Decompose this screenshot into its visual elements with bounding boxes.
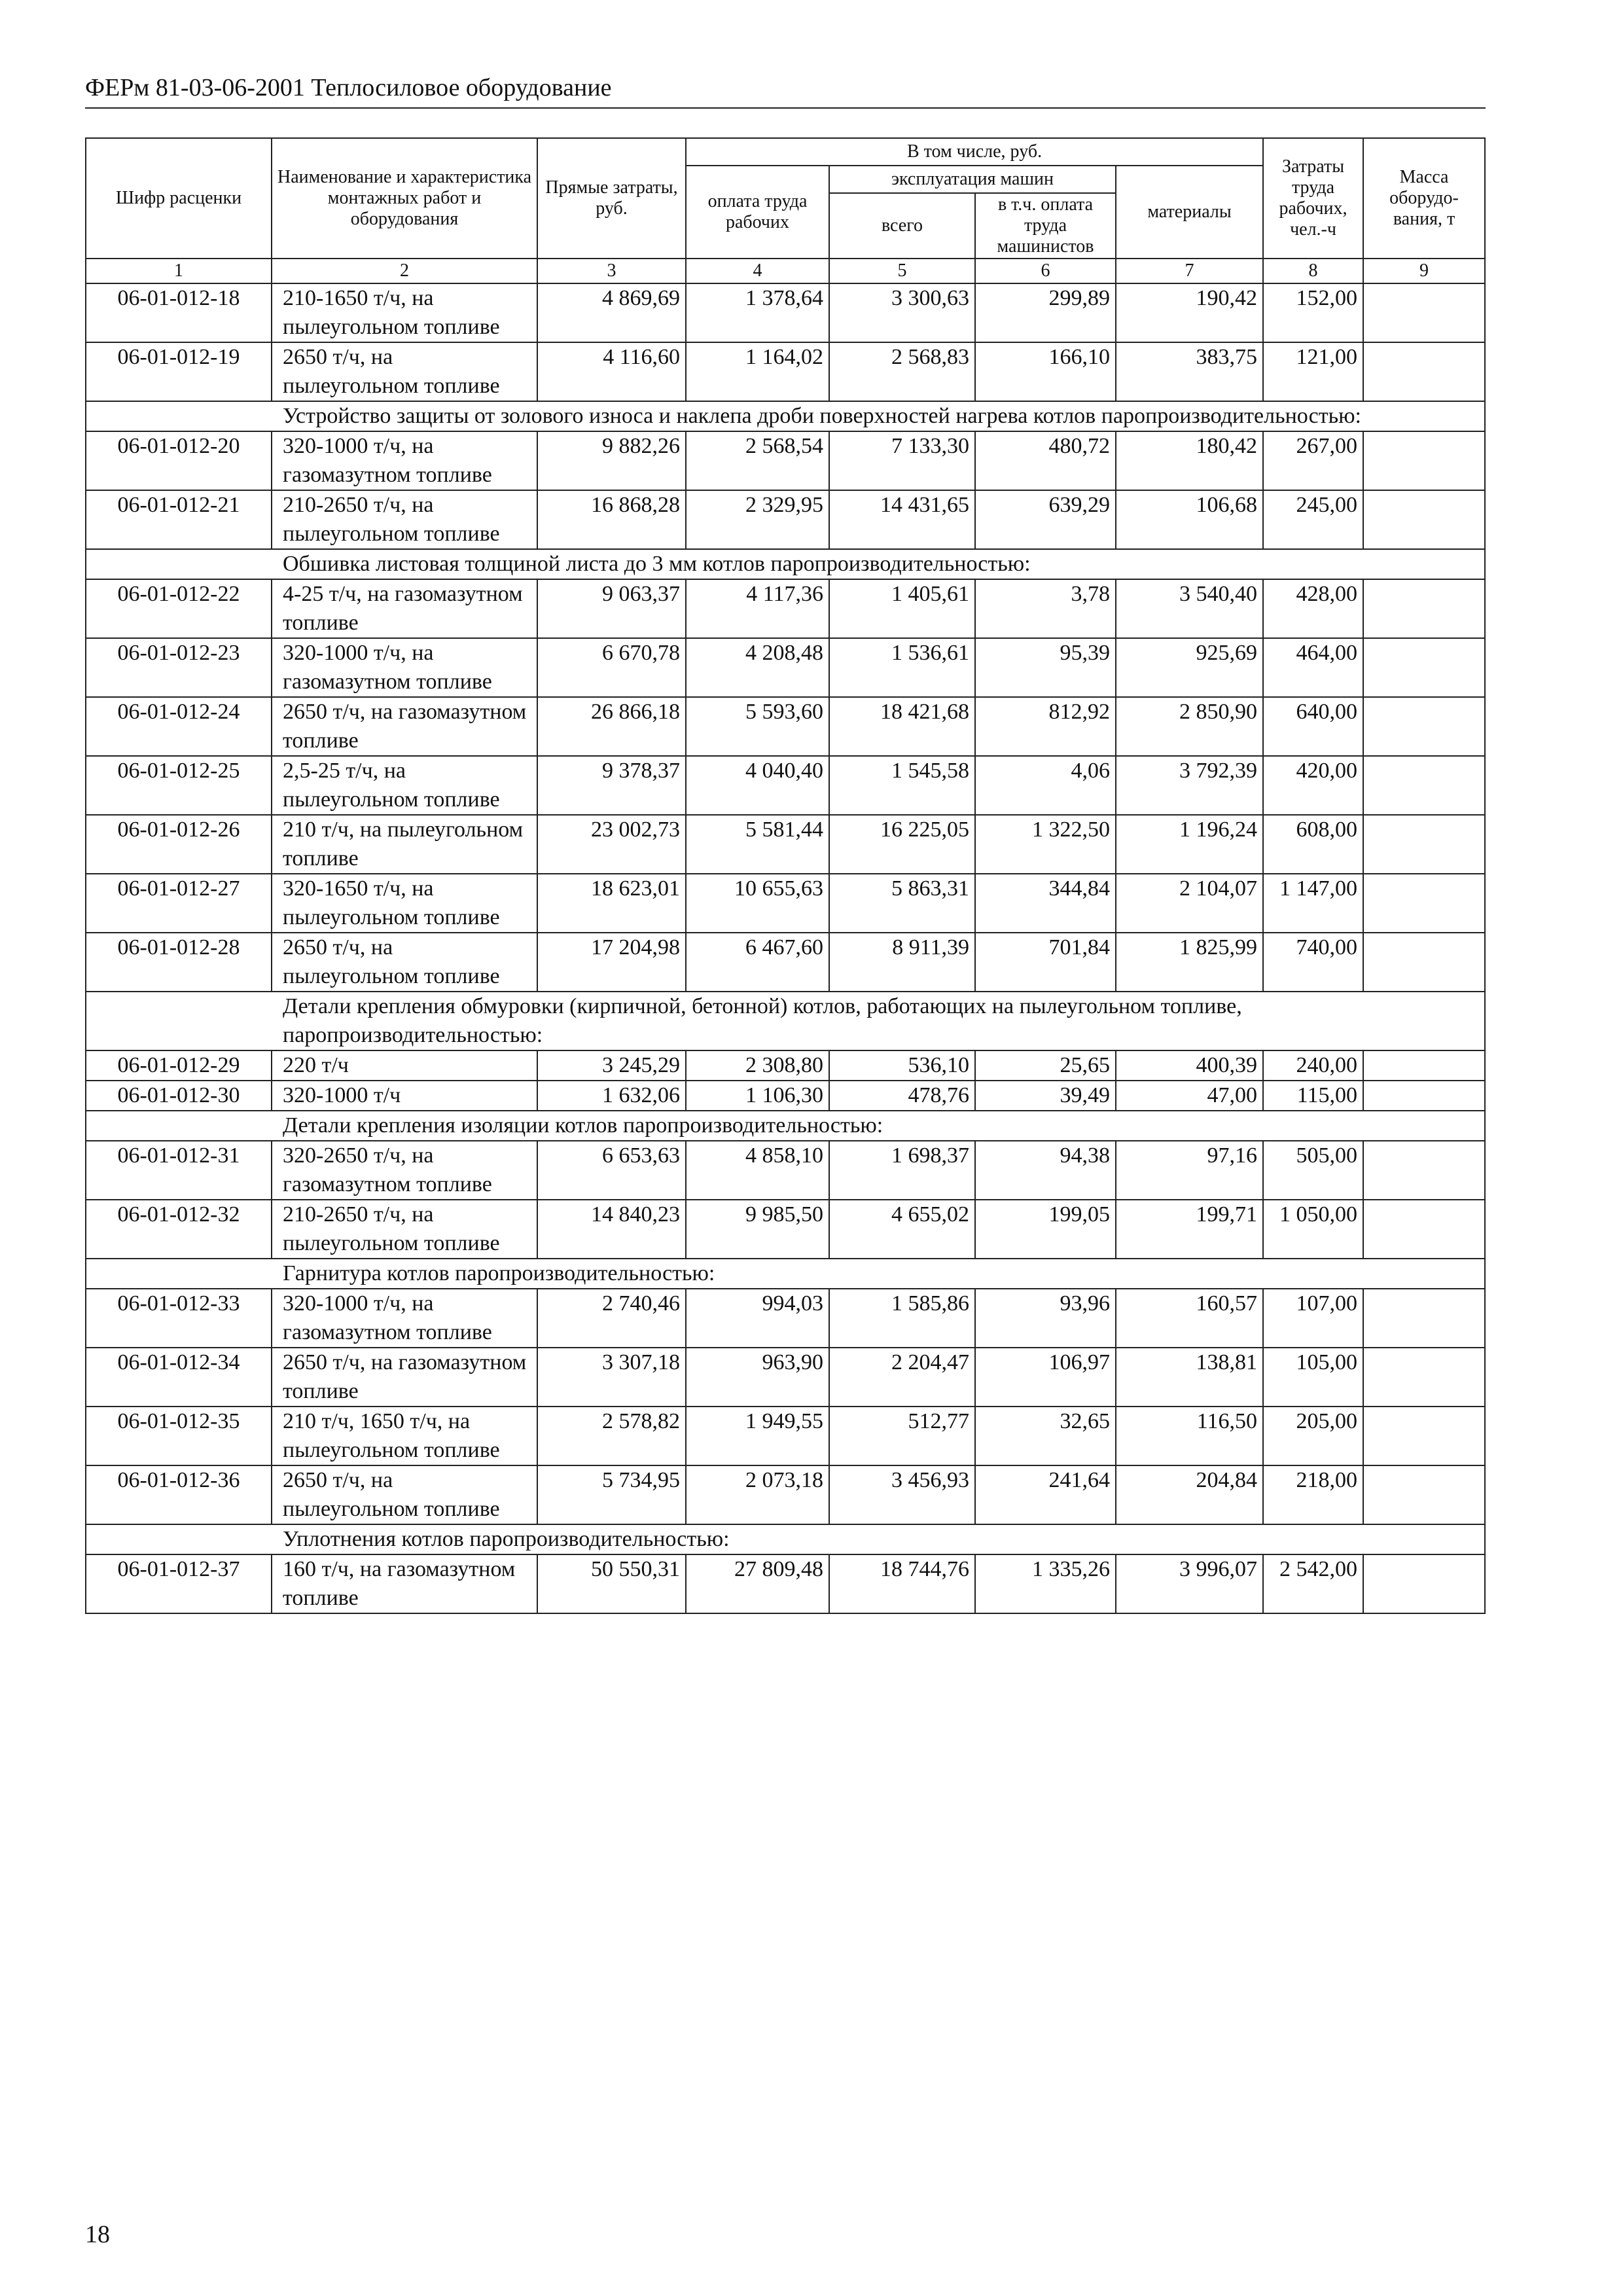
labor-hours: 267,00 [1263,431,1363,490]
table-row [86,933,1485,992]
machinists-pay: 1 335,26 [975,1554,1116,1613]
equipment-mass [1363,1050,1485,1081]
materials-cost: 106,68 [1116,490,1263,549]
materials-cost: 2 850,90 [1116,697,1263,756]
rate-code: 06-01-012-22 [86,579,272,638]
machinists-pay: 299,89 [975,283,1116,342]
materials-cost: 1 825,99 [1116,933,1263,992]
section-heading: Гарнитура котлов паропроизводительностью: [86,1259,1485,1289]
col-header-direct: Прямые затраты, руб. [537,138,686,259]
machinists-pay: 480,72 [975,431,1116,490]
labor-hours: 1 147,00 [1263,874,1363,933]
labor-hours: 420,00 [1263,756,1363,815]
work-description: 320-1000 т/ч, на газомазутном топливе [272,1289,537,1348]
equipment-mass [1363,815,1485,874]
direct-cost: 4 869,69 [537,283,686,342]
direct-cost: 9 378,37 [537,756,686,815]
labor-hours: 218,00 [1263,1465,1363,1524]
direct-cost: 3 307,18 [537,1348,686,1407]
machines-total: 1 585,86 [829,1289,975,1348]
equipment-mass [1363,283,1485,342]
work-description: 210-1650 т/ч, на пылеугольном топливе [272,283,537,342]
section-heading-row [86,1111,1485,1141]
labor-pay: 10 655,63 [686,874,829,933]
machines-total: 18 744,76 [829,1554,975,1613]
work-description: 2650 т/ч, на газомазутном топливе [272,1348,537,1407]
col-number: 5 [829,259,975,283]
materials-cost: 400,39 [1116,1050,1263,1081]
direct-cost: 2 740,46 [537,1289,686,1348]
rate-code: 06-01-012-20 [86,431,272,490]
direct-cost: 1 632,06 [537,1081,686,1111]
labor-pay: 963,90 [686,1348,829,1407]
section-heading: Уплотнения котлов паропроизводительностью: [86,1524,1485,1554]
labor-hours: 608,00 [1263,815,1363,874]
rate-code: 06-01-012-30 [86,1081,272,1111]
labor-hours: 640,00 [1263,697,1363,756]
rate-code: 06-01-012-26 [86,815,272,874]
direct-cost: 9 063,37 [537,579,686,638]
col-number: 8 [1263,259,1363,283]
labor-hours: 121,00 [1263,342,1363,401]
direct-cost: 3 245,29 [537,1050,686,1081]
machines-total: 14 431,65 [829,490,975,549]
materials-cost: 160,57 [1116,1289,1263,1348]
table-row [86,1554,1485,1613]
labor-pay: 9 985,50 [686,1200,829,1259]
labor-pay: 27 809,48 [686,1554,829,1613]
labor-hours: 205,00 [1263,1407,1363,1465]
materials-cost: 3 996,07 [1116,1554,1263,1613]
col-header-code: Шифр расценки [86,138,272,259]
labor-hours: 740,00 [1263,933,1363,992]
labor-pay: 2 073,18 [686,1465,829,1524]
page-number: 18 [85,2221,110,2248]
labor-pay: 1 378,64 [686,283,829,342]
machines-total: 7 133,30 [829,431,975,490]
work-description: 320-1000 т/ч [272,1081,537,1111]
materials-cost: 204,84 [1116,1465,1263,1524]
equipment-mass [1363,1081,1485,1111]
labor-pay: 4 858,10 [686,1141,829,1200]
labor-pay: 2 329,95 [686,490,829,549]
labor-hours: 152,00 [1263,283,1363,342]
labor-pay: 2 308,80 [686,1050,829,1081]
work-description: 2650 т/ч, на пылеугольном топливе [272,933,537,992]
materials-cost: 1 196,24 [1116,815,1263,874]
table-row [86,1407,1485,1465]
machines-total: 536,10 [829,1050,975,1081]
rates-table [85,137,1486,1614]
labor-hours: 240,00 [1263,1050,1363,1081]
work-description: 320-1000 т/ч, на газомазутном топливе [272,431,537,490]
rate-code: 06-01-012-23 [86,638,272,697]
table-row [86,1141,1485,1200]
equipment-mass [1363,1348,1485,1407]
rate-code: 06-01-012-19 [86,342,272,401]
table-row [86,815,1485,874]
machines-total: 1 536,61 [829,638,975,697]
machines-total: 5 863,31 [829,874,975,933]
section-heading: Обшивка листовая толщиной листа до 3 мм котлов паропроизводительностью: [86,549,1485,579]
table-row [86,579,1485,638]
work-description: 2,5-25 т/ч, на пылеугольном топливе [272,756,537,815]
labor-pay: 1 106,30 [686,1081,829,1111]
table-row [86,1465,1485,1524]
table-row [86,1050,1485,1081]
col-number: 9 [1363,259,1485,283]
labor-hours: 1 050,00 [1263,1200,1363,1259]
work-description: 2650 т/ч, на пылеугольном топливе [272,342,537,401]
labor-pay: 994,03 [686,1289,829,1348]
table-row [86,342,1485,401]
col-header-mass: Масса оборудо-вания, т [1363,138,1485,259]
col-header-labor-cost: Затраты труда рабочих, чел.-ч [1263,138,1363,259]
work-description: 320-1000 т/ч, на газомазутном топливе [272,638,537,697]
direct-cost: 17 204,98 [537,933,686,992]
machinists-pay: 3,78 [975,579,1116,638]
direct-cost: 4 116,60 [537,342,686,401]
labor-hours: 245,00 [1263,490,1363,549]
column-numbers-row [86,259,1485,283]
machines-total: 8 911,39 [829,933,975,992]
work-description: 210-2650 т/ч, на пылеугольном топливе [272,490,537,549]
equipment-mass [1363,342,1485,401]
materials-cost: 97,16 [1116,1141,1263,1200]
labor-pay: 5 593,60 [686,697,829,756]
equipment-mass [1363,756,1485,815]
labor-hours: 464,00 [1263,638,1363,697]
labor-pay: 6 467,60 [686,933,829,992]
table-row [86,490,1485,549]
table-row [86,756,1485,815]
machines-total: 4 655,02 [829,1200,975,1259]
machines-total: 2 204,47 [829,1348,975,1407]
labor-pay: 5 581,44 [686,815,829,874]
materials-cost: 180,42 [1116,431,1263,490]
machinists-pay: 701,84 [975,933,1116,992]
rate-code: 06-01-012-35 [86,1407,272,1465]
work-description: 2650 т/ч, на пылеугольном топливе [272,1465,537,1524]
rate-code: 06-01-012-21 [86,490,272,549]
labor-pay: 4 117,36 [686,579,829,638]
direct-cost: 2 578,82 [537,1407,686,1465]
equipment-mass [1363,431,1485,490]
machines-total: 3 300,63 [829,283,975,342]
col-number: 4 [686,259,829,283]
table-header [86,138,1485,283]
rate-code: 06-01-012-34 [86,1348,272,1407]
materials-cost: 47,00 [1116,1081,1263,1111]
machines-total: 18 421,68 [829,697,975,756]
labor-pay: 1 164,02 [686,342,829,401]
section-heading-row [86,549,1485,579]
col-header-including: В том числе, руб. [686,138,1263,166]
materials-cost: 3 792,39 [1116,756,1263,815]
labor-pay: 4 208,48 [686,638,829,697]
machinists-pay: 93,96 [975,1289,1116,1348]
equipment-mass [1363,1141,1485,1200]
section-heading-row [86,1259,1485,1289]
direct-cost: 26 866,18 [537,697,686,756]
machinists-pay: 94,38 [975,1141,1116,1200]
materials-cost: 199,71 [1116,1200,1263,1259]
rate-code: 06-01-012-29 [86,1050,272,1081]
labor-pay: 4 040,40 [686,756,829,815]
equipment-mass [1363,1465,1485,1524]
labor-hours: 115,00 [1263,1081,1363,1111]
machines-total: 478,76 [829,1081,975,1111]
machinists-pay: 166,10 [975,342,1116,401]
section-heading-row [86,1524,1485,1554]
rate-code: 06-01-012-28 [86,933,272,992]
machinists-pay: 106,97 [975,1348,1116,1407]
materials-cost: 190,42 [1116,283,1263,342]
materials-cost: 925,69 [1116,638,1263,697]
section-heading: Детали крепления изоляции котлов паропроизводительностью: [86,1111,1485,1141]
direct-cost: 16 868,28 [537,490,686,549]
direct-cost: 23 002,73 [537,815,686,874]
machinists-pay: 344,84 [975,874,1116,933]
machinists-pay: 241,64 [975,1465,1116,1524]
col-number: 3 [537,259,686,283]
labor-pay: 2 568,54 [686,431,829,490]
rate-code: 06-01-012-32 [86,1200,272,1259]
equipment-mass [1363,1407,1485,1465]
work-description: 220 т/ч [272,1050,537,1081]
materials-cost: 138,81 [1116,1348,1263,1407]
rate-code: 06-01-012-31 [86,1141,272,1200]
equipment-mass [1363,579,1485,638]
equipment-mass [1363,490,1485,549]
section-heading-row [86,401,1485,431]
machines-total: 16 225,05 [829,815,975,874]
table-row [86,1348,1485,1407]
labor-hours: 105,00 [1263,1348,1363,1407]
table-row [86,1200,1485,1259]
machinists-pay: 95,39 [975,638,1116,697]
col-header-machines: эксплуатация машин [829,166,1116,193]
rate-code: 06-01-012-24 [86,697,272,756]
col-header-name: Наименование и характеристика монтажных работ и оборудования [272,138,537,259]
work-description: 210 т/ч, на пылеугольном топливе [272,815,537,874]
table-row [86,431,1485,490]
work-description: 210-2650 т/ч, на пылеугольном топливе [272,1200,537,1259]
materials-cost: 3 540,40 [1116,579,1263,638]
work-description: 2650 т/ч, на газомазутном топливе [272,697,537,756]
direct-cost: 18 623,01 [537,874,686,933]
direct-cost: 6 670,78 [537,638,686,697]
materials-cost: 116,50 [1116,1407,1263,1465]
rate-code: 06-01-012-27 [86,874,272,933]
table-row [86,697,1485,756]
direct-cost: 50 550,31 [537,1554,686,1613]
direct-cost: 14 840,23 [537,1200,686,1259]
labor-hours: 505,00 [1263,1141,1363,1200]
labor-pay: 1 949,55 [686,1407,829,1465]
equipment-mass [1363,697,1485,756]
table-row [86,874,1485,933]
machines-total: 1 545,58 [829,756,975,815]
rate-code: 06-01-012-33 [86,1289,272,1348]
table-row [86,283,1485,342]
col-header-materials: материалы [1116,166,1263,259]
work-description: 4-25 т/ч, на газомазутном топливе [272,579,537,638]
direct-cost: 6 653,63 [537,1141,686,1200]
equipment-mass [1363,1289,1485,1348]
equipment-mass [1363,1200,1485,1259]
equipment-mass [1363,638,1485,697]
section-heading: Устройство защиты от золового износа и наклепа дроби поверхностей нагрева котлов паропроизводительностью: [86,401,1485,431]
labor-hours: 428,00 [1263,579,1363,638]
work-description: 210 т/ч, 1650 т/ч, на пылеугольном топливе [272,1407,537,1465]
machines-total: 2 568,83 [829,342,975,401]
equipment-mass [1363,874,1485,933]
direct-cost: 9 882,26 [537,431,686,490]
col-number: 6 [975,259,1116,283]
rate-code: 06-01-012-25 [86,756,272,815]
col-number: 7 [1116,259,1263,283]
machines-total: 3 456,93 [829,1465,975,1524]
work-description: 160 т/ч, на газомазутном топливе [272,1554,537,1613]
direct-cost: 5 734,95 [537,1465,686,1524]
materials-cost: 2 104,07 [1116,874,1263,933]
equipment-mass [1363,1554,1485,1613]
work-description: 320-1650 т/ч, на пылеугольном топливе [272,874,537,933]
machinists-pay: 639,29 [975,490,1116,549]
machines-total: 512,77 [829,1407,975,1465]
table-body [86,283,1485,1613]
table-row [86,1081,1485,1111]
machinists-pay: 1 322,50 [975,815,1116,874]
col-header-machines-total: всего [829,193,975,259]
rate-code: 06-01-012-36 [86,1465,272,1524]
machinists-pay: 39,49 [975,1081,1116,1111]
header-row [86,138,1485,166]
page-header-title: ФЕРм 81-03-06-2001 Теплосиловое оборудование [85,73,1486,109]
rate-code: 06-01-012-37 [86,1554,272,1613]
section-heading-row [86,992,1485,1050]
machinists-pay: 25,65 [975,1050,1116,1081]
machines-total: 1 698,37 [829,1141,975,1200]
equipment-mass [1363,933,1485,992]
machinists-pay: 812,92 [975,697,1116,756]
machinists-pay: 32,65 [975,1407,1116,1465]
section-heading: Детали крепления обмуровки (кирпичной, бетонной) котлов, работающих на пылеугольном топливе, паропроизводительностью: [86,992,1485,1050]
table-row [86,1289,1485,1348]
machines-total: 1 405,61 [829,579,975,638]
col-header-machinists-pay: в т.ч. оплата труда машинистов [975,193,1116,259]
labor-hours: 107,00 [1263,1289,1363,1348]
work-description: 320-2650 т/ч, на газомазутном топливе [272,1141,537,1200]
machinists-pay: 199,05 [975,1200,1116,1259]
rate-code: 06-01-012-18 [86,283,272,342]
materials-cost: 383,75 [1116,342,1263,401]
col-number: 2 [272,259,537,283]
labor-hours: 2 542,00 [1263,1554,1363,1613]
col-number: 1 [86,259,272,283]
machinists-pay: 4,06 [975,756,1116,815]
col-header-labor-pay: оплата труда рабочих [686,166,829,259]
table-row [86,638,1485,697]
